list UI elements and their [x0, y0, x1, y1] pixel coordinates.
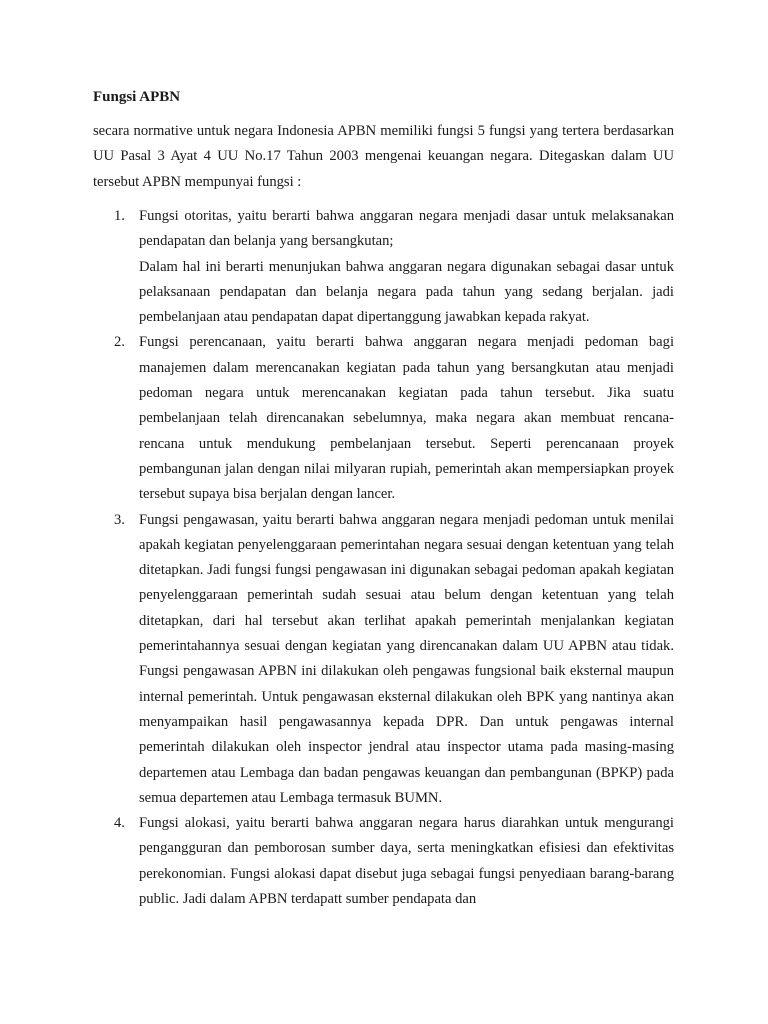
intro-paragraph: secara normative untuk negara Indonesia APBN memiliki fungsi 5 fungsi yang tertera berdasarkan UU Pasal 3 Ayat 4 UU No.17 Tahun 2003 mengenai keuangan negara. Ditegaskan dalam UU tersebut APBN mempunyai fungsi : — [93, 123, 674, 190]
list-item — [93, 204, 674, 330]
list-item-text: Fungsi perencanaan, yaitu berarti bahwa anggaran negara menjadi pedoman bagi manajemen dalam merencanakan kegiatan pada tahun yang bersangkutan atau menjadi pedoman negara untuk merencanakan kegiatan pada tahun tersebut. Jika suatu pembelanjaan telah direncanakan sebelumnya, maka negara akan membuat rencana-rencana untuk mendukung pembelanjaan tersebut. Seperti perencanaan proyek pembangunan jalan dengan nilai milyaran rupiah, pemerintah akan mempersiapkan proyek tersebut supaya bisa berjalan dengan lancer. — [139, 334, 674, 503]
list-number: 1. — [114, 208, 125, 224]
list-item — [93, 330, 674, 507]
list-number: 3. — [114, 511, 125, 528]
document-title: Fungsi APBN — [93, 89, 181, 105]
list-item-text: Fungsi alokasi, yaitu berarti bahwa anggaran negara harus diarahkan untuk mengurangi pengangguran dan pemborosan sumber daya, serta meningkatkan efisiesi dan efektivitas perekonomian. Fungsi alokasi dapat disebut juga sebagai fungsi penyediaan barang-barang public. Jadi dalam APBN terdapatt sumber pendapata dan — [139, 815, 674, 908]
list-item-text: Fungsi otoritas, yaitu berarti bahwa anggaran negara menjadi dasar untuk melaksanakan pendapatan dan belanja yang bersangkutan; — [139, 208, 674, 250]
list-item-text: Fungsi pengawasan, yaitu berarti bahwa anggaran negara menjadi pedoman untuk menilai apakah kegiatan penyelenggaraan pemerintahan negara sesuai dengan ketentuan yang telah ditetapkan. Jadi fungsi fungsi pengawasan ini digunakan sebagai pedoman apakah kegiatan penyelenggaraan pemerintah sudah sesuai atau belum dengan ketentuan yang telah ditetapkan, dari hal tersebut akan terlihat apakah pemerintah menjalankan kegiatan pemerintahannya sesuai dengan kegiatan yang direncanakan dalam UU APBN atau tidak. Fungsi pengawasan APBN ini dilakukan oleh pengawas fungsional baik eksternal maupun internal pemerintah. Untuk pengawasan eksternal dilakukan oleh BPK yang nantinya akan menyampaikan hasil pengawasannya kepada DPR. Dan untuk pengawas internal pemerintah dilakukan oleh inspector jendral atau inspector utama pada masing-masing departemen atau Lembaga dan badan pengawas keuangan dan pembangunan (BPKP) pada semua departemen atau Lembaga termasuk BUMN. — [139, 511, 674, 806]
list-number: 2. — [114, 334, 125, 351]
list-item-text: Dalam hal ini berarti menunjukan bahwa anggaran negara digunakan sebagai dasar untuk pelaksanaan pendapatan dan belanja negara pada tahun yang sedang berjalan. jadi pembelanjaan atau pendapatan dapat dipertanggung jawabkan kepada rakyat. — [139, 258, 674, 326]
list-number: 4. — [114, 815, 125, 832]
list-item — [93, 811, 674, 912]
function-list — [93, 204, 674, 912]
list-item — [93, 508, 674, 812]
